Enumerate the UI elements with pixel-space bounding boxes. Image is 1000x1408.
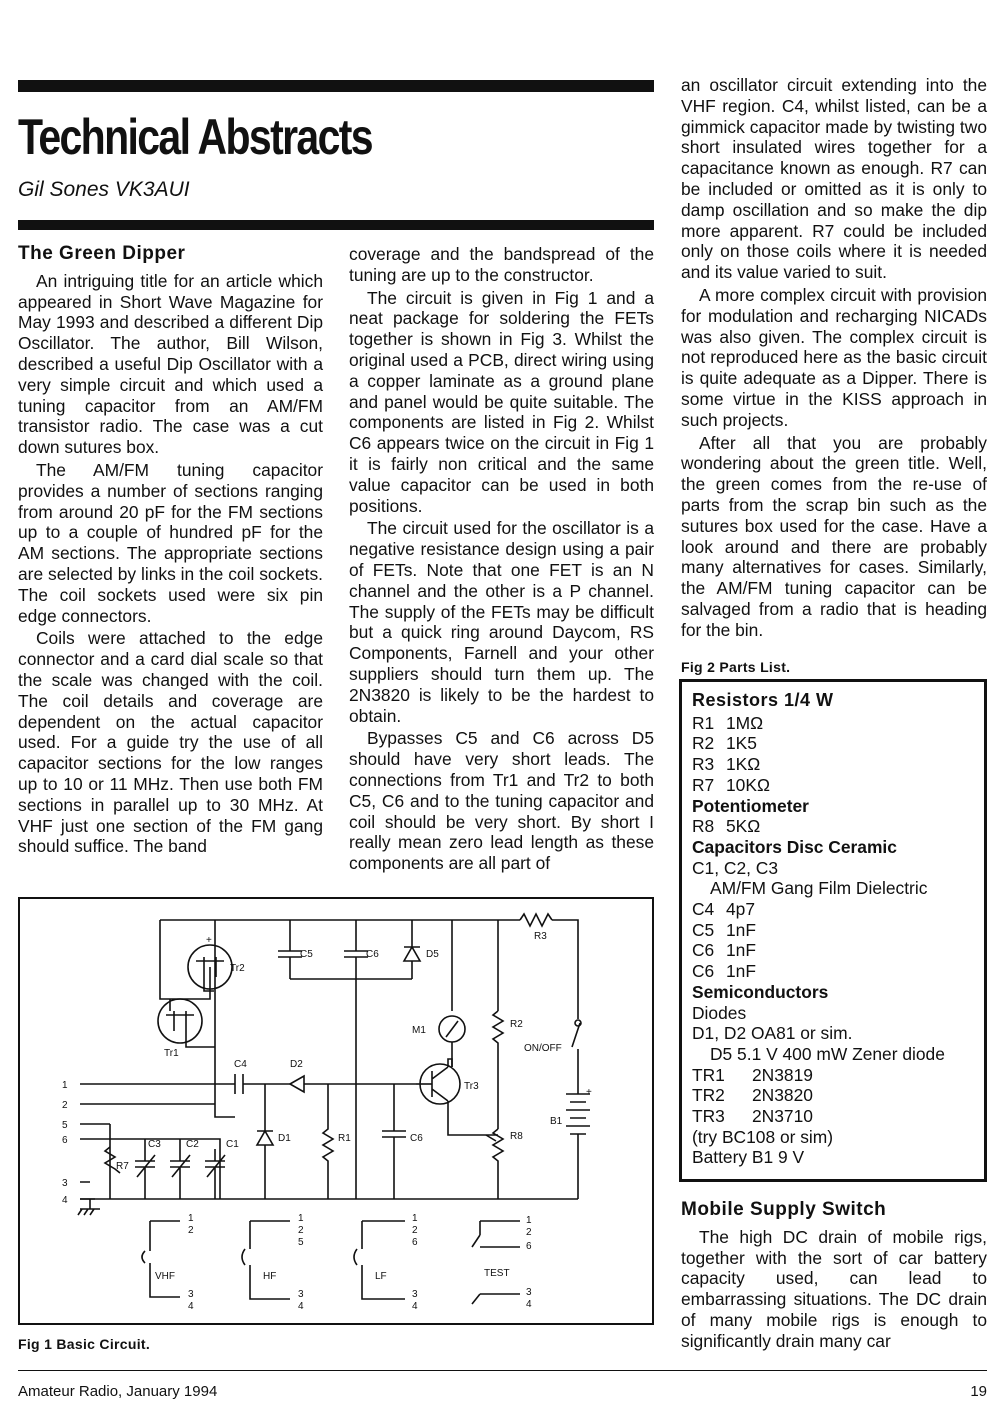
fig1-schematic-frame: [18, 897, 654, 1325]
article-mobile-supply: [681, 1200, 987, 1354]
label-c6-top: C6: [366, 949, 379, 960]
coil-lf-pin: 2: [412, 1225, 418, 1236]
coil-test-pin: 2: [526, 1227, 532, 1238]
parts-heading-capacitors: Capacitors Disc Ceramic: [692, 836, 897, 857]
paragraph: The AM/FM tuning capacitor provides a number of sections ranging from around 20 pF for the FM sections up to a couple of hundred pF for the AM sections. The appropriate sections are selected by links in the coil sockets. The coil sockets used were six pin edge connectors.: [18, 459, 323, 626]
label-tr1: Tr1: [164, 1048, 179, 1059]
label-r8: R8: [510, 1131, 523, 1142]
label-c5: C5: [300, 949, 313, 960]
resistor-r3-symbol: [520, 914, 552, 926]
coil-test-pin: 6: [526, 1241, 532, 1252]
part-row-r8: R8 5KΩ: [692, 816, 761, 837]
coil-lf-name: LF: [375, 1271, 387, 1282]
coil-vhf-symbol: [142, 1221, 180, 1297]
diode-d1-symbol: [257, 1084, 273, 1199]
label-m1: M1: [412, 1025, 426, 1036]
paragraph: Bypasses C5 and C6 across D5 should have very short leads. The connections from Tr1 and Tr2 to both C5, C6 and to the tuning capacitor and coil should be very short. By short I really mean zero lead length as these components are all part of: [349, 728, 654, 874]
label-c1: C1: [226, 1139, 239, 1150]
coil-test-name: TEST: [484, 1268, 510, 1279]
label-r2: R2: [510, 1019, 523, 1030]
label-c2: C2: [186, 1139, 199, 1150]
part-row-tr3-note: (try BC108 or sim): [692, 1126, 834, 1147]
coil-vhf-pin: 3: [188, 1289, 194, 1300]
part-row-c5: C5 1nF: [692, 919, 756, 940]
label-c4: C4: [234, 1059, 247, 1070]
label-d5: D5: [426, 949, 439, 960]
label-tr3: Tr3: [464, 1081, 479, 1092]
footer-page-number: 19: [970, 1383, 987, 1400]
coil-test-pin: 3: [526, 1287, 532, 1298]
paragraph: The circuit used for the oscillator is a negative resistance design using a pair of FETs. Note that one FET is an N channel and the other is a P channel. The supply of the FETs may be difficult but a quick ring around Daycom, RS Components, Farnell and your other suppliers should turn them up. The 2N3820 is likely to be the hardest to obtain.: [349, 518, 654, 726]
article-column-1: [18, 244, 323, 859]
article-column-3: [681, 75, 987, 643]
paragraph: A more complex circuit with provision for modulation and recharging NICADs was also given. The complex circuit is not reproduced here as the basic circuit is quite adequate as a Dipper. There is some virtue in the KISS approach in such projects.: [681, 284, 987, 430]
label-pin-6: 6: [62, 1135, 68, 1146]
coil-lf-pin: 3: [412, 1289, 418, 1300]
diode-d5-symbol: [404, 920, 420, 979]
fig2-caption: Fig 2 Parts List.: [681, 659, 791, 675]
author-byline: Gil Sones VK3AUI: [18, 178, 190, 201]
capacitor-c6-mid-symbol: [382, 1084, 406, 1199]
part-row-r7: R7 10KΩ: [692, 774, 770, 795]
coil-lf-pin: 6: [412, 1237, 418, 1248]
paragraph: After all that you are probably wondering about the green title. Well, the green comes from the re-use of parts from the scrap bin such as the sutures box used for the case. Have a look around and there are probably many alternatives for cases. Similarly, the AM/FM tuning capacitor can be salvaged from a radio that is heading for the bin.: [681, 432, 987, 640]
resistor-r2-symbol: [493, 1011, 503, 1129]
wire-r3-right: [552, 920, 578, 987]
switch-on-off-symbol: [572, 987, 580, 1087]
label-r1: R1: [338, 1133, 351, 1144]
label-c6-mid: C6: [410, 1133, 423, 1144]
label-r3: R3: [534, 931, 547, 942]
label-c3: C3: [148, 1139, 161, 1150]
paragraph: Coils were attached to the edge connector and a card dial scale so that the scale was changed with the coil. The coil details and coverage are dependent on the actual capacitor used. For a guide try the use of all capacitor sections for the low ranges up to 10 or 11 MHz. Then use both FM sections in parallel up to 30 MHz. At VHF just one section of the FM gang should suffice. The band: [18, 628, 323, 857]
part-row-tr3: TR3 2N3710: [692, 1106, 813, 1127]
coil-vhf-pin: 4: [188, 1301, 194, 1312]
parts-heading-resistors: Resistors 1/4 W: [692, 690, 834, 710]
parts-list-box: [679, 679, 987, 1182]
label-pin-2: 2: [62, 1100, 68, 1111]
capacitor-c4-symbol: [215, 1074, 290, 1094]
paragraph: The circuit is given in Fig 1 and a neat package for soldering the FETs together is shown in Fig 3. Whilst the original used a PCB, direct wiring using a copper laminate as a ground plane and panel would be quite suitable. The components are listed in Fig 2. Whilst C6 appears twice on the circuit in Fig 1 it is fairly non critical and the same value capacitor can be used in both positions.: [349, 287, 654, 516]
article-heading-green-dipper: The Green Dipper: [18, 243, 186, 264]
label-plus-tr2: +: [206, 935, 212, 946]
part-row-gang: AM/FM Gang Film Dielectric: [710, 878, 928, 899]
parts-heading-potentiometer: Potentiometer: [692, 795, 809, 816]
part-row-tr1: TR1 2N3819: [692, 1064, 813, 1085]
article-column-2: [349, 244, 654, 876]
coil-vhf-pin: 1: [188, 1213, 194, 1224]
coil-lf-pin: 1: [412, 1213, 418, 1224]
capacitor-c5-symbol: [278, 920, 302, 979]
paragraph: coverage and the bandspread of the tuning are up to the constructor.: [349, 244, 654, 285]
part-row-battery: Battery B1 9 V: [692, 1147, 805, 1168]
coil-lf-pin: 4: [412, 1301, 418, 1312]
coil-hf-name: HF: [263, 1271, 277, 1282]
page-title: Technical Abstracts: [18, 109, 372, 165]
part-row-r3: R3 1KΩ: [692, 754, 761, 775]
label-pin-3: 3: [62, 1178, 68, 1189]
circuit-diagram: [20, 899, 652, 1323]
coil-hf-pin: 4: [298, 1301, 304, 1312]
part-row-d5: D5 5.1 V 400 mW Zener diode: [710, 1043, 945, 1064]
part-row-c4: C4 4p7: [692, 899, 756, 920]
coil-hf-pin: 1: [298, 1213, 304, 1224]
coil-test-pin: 4: [526, 1299, 532, 1310]
coil-hf-pin: 5: [298, 1237, 304, 1248]
potentiometer-r8-symbol: [486, 1129, 503, 1199]
top-rule: [18, 80, 654, 92]
label-pin-1: 1: [62, 1080, 68, 1091]
part-row-c6a: C6 1nF: [692, 940, 756, 961]
part-row-r1: R1 1MΩ: [692, 712, 764, 733]
label-d2: D2: [290, 1059, 303, 1070]
parts-heading-semiconductors: Semiconductors: [692, 981, 829, 1002]
part-row-tr2: TR2 2N3820: [692, 1085, 813, 1106]
label-r7: R7: [116, 1161, 129, 1172]
ground-symbol: [78, 1199, 100, 1215]
coil-vhf-name: VHF: [155, 1271, 175, 1282]
paragraph: The high DC drain of mobile rigs, together with the sort of car battery capacity used, can lead to embarrassing situations. The DC drain of many mobile rigs is enough to significantly drain many car: [681, 1226, 987, 1351]
title-rule: [18, 220, 654, 230]
tr1-symbol: [158, 999, 202, 1043]
coil-lf-symbol: [354, 1221, 405, 1299]
footer-rule: [18, 1370, 987, 1371]
coil-hf-symbol: [242, 1221, 290, 1299]
battery-b1-symbol: [566, 1087, 590, 1199]
label-b1: B1: [550, 1116, 563, 1127]
coil-vhf-pin: 2: [188, 1225, 194, 1236]
capacitor-c1-symbol: [205, 1149, 225, 1199]
coil-hf-pin: 2: [298, 1225, 304, 1236]
diode-d2-symbol: [290, 1076, 416, 1092]
part-row-r2: R2 1K5: [692, 733, 757, 754]
part-row-d1d2: D1, D2 OA81 or sim.: [692, 1023, 853, 1044]
label-plus-b1: +: [586, 1087, 592, 1098]
fig1-caption: Fig 1 Basic Circuit.: [18, 1336, 151, 1352]
part-row-diodes: Diodes: [692, 1002, 747, 1023]
paragraph: an oscillator circuit extending into the VHF region. C4, whilst listed, can be a gimmick capacitor made by twisting two short insulated wires together for a capacitance known as enough. R7 can be included or omitted as it is only to damp oscillation and so make the dip more apparent. R7 could be included only on those coils where it is needed and its value varied to suit.: [681, 75, 987, 283]
part-row-c6b: C6 1nF: [692, 961, 756, 982]
label-pin-4: 4: [62, 1195, 68, 1206]
paragraph: An intriguing title for an article which appeared in Short Wave Magazine for May 1993 and described a different Dip Oscillator. The author, Bill Wilson, described a useful Dip Oscillator with a very simple circuit and which used a tuning capacitor from an AM/FM transistor radio. The case was a cut down sutures box.: [18, 270, 323, 458]
capacitor-c6-top-symbol: [344, 920, 368, 979]
label-tr2: Tr2: [230, 963, 245, 974]
label-d1: D1: [278, 1133, 291, 1144]
coil-hf-pin: 3: [298, 1289, 304, 1300]
resistor-r1-symbol: [323, 1084, 333, 1199]
label-pin-5: 5: [62, 1120, 68, 1131]
label-on-off: ON/OFF: [524, 1043, 562, 1054]
footer-publication: Amateur Radio, January 1994: [18, 1383, 218, 1400]
part-row-c123: C1, C2, C3: [692, 857, 779, 878]
coil-test-symbol: [472, 1221, 520, 1304]
article-heading-mobile-supply: Mobile Supply Switch: [681, 1199, 887, 1220]
coil-test-pin: 1: [526, 1215, 532, 1226]
